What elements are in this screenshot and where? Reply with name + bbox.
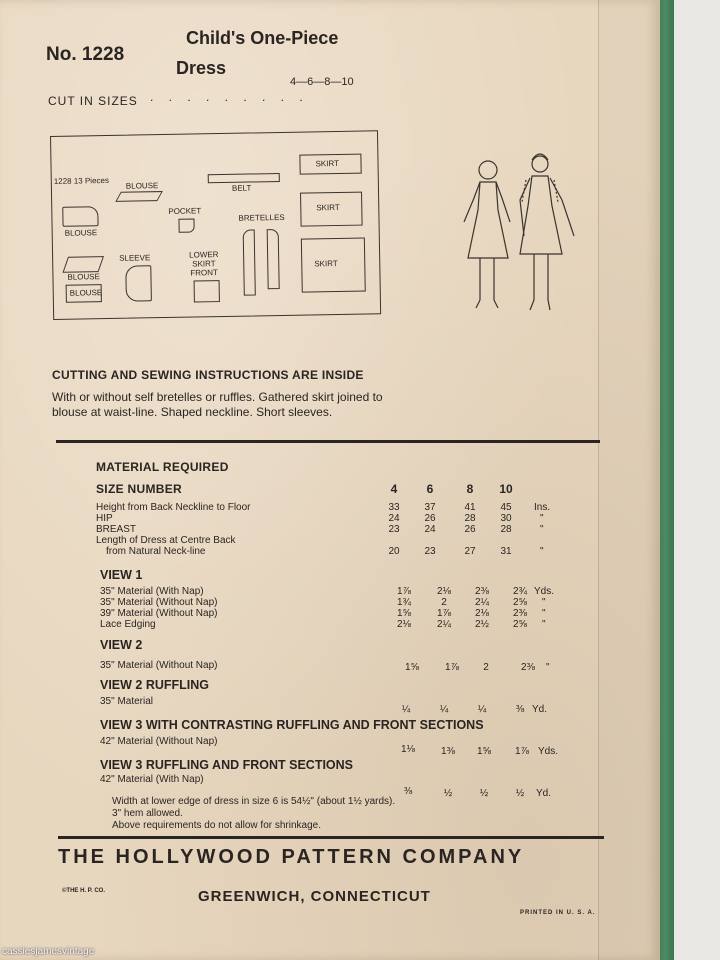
measure-value: 27 (464, 546, 476, 557)
piece-label-blouse-left: BLOUSE (64, 228, 98, 238)
piece-label-bretelles: BRETELLES (238, 212, 285, 223)
yardage: ¼ (477, 704, 487, 715)
lower-skirt-front-piece (194, 280, 220, 302)
size-col-8: 8 (466, 482, 474, 496)
cut-in-sizes-label: CUT IN SIZES (48, 94, 138, 108)
yardage: 2⅝ (513, 619, 527, 630)
bretelle-piece-2 (267, 229, 280, 289)
printed-in: PRINTED IN U. S. A. (520, 910, 596, 916)
measure-value: 28 (500, 524, 512, 535)
yardage: ¼ (401, 704, 411, 715)
measure-unit: " (540, 546, 544, 557)
piece-label-pocket: POCKET (168, 206, 202, 216)
yardage: 2⅛ (397, 619, 411, 630)
view3-heading: VIEW 3 WITH CONTRASTING RUFFLING AND FRONT SECTIONS (100, 718, 484, 732)
yardage: ¼ (439, 704, 449, 715)
available-sizes: 4—6—8—10 (290, 76, 354, 88)
view1-heading: VIEW 1 (100, 568, 143, 582)
size-col-6: 6 (426, 482, 434, 496)
divider-top (56, 440, 600, 443)
dress-description: With or without self bretelles or ruffles. Gathered skirt joined to blouse at waist-line. Shaped neckline. Short sleeves. (52, 390, 383, 419)
yardage: 1¾ (397, 597, 411, 608)
envelope-side-flap (598, 0, 659, 960)
blouse-top-piece (115, 191, 163, 202)
figure2-head (532, 156, 548, 172)
yardage: ⅜ (515, 704, 525, 715)
yardage-unit: " (542, 608, 546, 619)
yardage-unit: Yd. (536, 788, 552, 799)
yardage: 1⅜ (441, 746, 455, 757)
measure-value: 37 (424, 502, 436, 513)
dress-illustration (450, 150, 590, 320)
size-number-label: SIZE NUMBER (96, 482, 182, 496)
measure-value: 20 (388, 546, 400, 557)
view1-row-label: 35" Material (With Nap) (100, 586, 204, 597)
yardage: 2⅛ (475, 608, 489, 619)
measure-value: 26 (424, 513, 436, 524)
measure-value: 24 (388, 513, 400, 524)
figure1-head (479, 161, 497, 179)
pattern-pieces-diagram (50, 130, 381, 320)
material-heading: MATERIAL REQUIRED (96, 460, 229, 474)
yardage: 2⅜ (475, 586, 489, 597)
yardage-unit: " (542, 597, 546, 608)
yardage: 1⅞ (515, 746, 529, 757)
size-col-10: 10 (499, 482, 513, 496)
yardage-unit: Yds. (538, 746, 559, 757)
yardage: 1⅞ (445, 662, 459, 673)
yardage-unit: Yd. (532, 704, 548, 715)
measure-value: 23 (388, 524, 400, 535)
yardage: 1⅛ (401, 744, 415, 755)
yardage: ⅜ (403, 786, 413, 797)
piece-label-sleeve: SLEEVE (119, 253, 151, 263)
blouse-mid-piece (62, 256, 104, 273)
yardage: ½ (515, 788, 525, 799)
yardage: 2 (441, 597, 447, 608)
instructions-heading: CUTTING AND SEWING INSTRUCTIONS ARE INSIDE (52, 368, 364, 382)
yardage: 2¼ (437, 619, 451, 630)
measure-value: 24 (424, 524, 436, 535)
piece-label-blouse-mid: BLOUSE (67, 272, 101, 282)
skirt-piece-3: SKIRT (301, 238, 366, 293)
yardage: 2½ (475, 619, 489, 630)
figure1-legs (476, 258, 498, 308)
measure-value: 45 (500, 502, 512, 513)
measure-value: 23 (424, 546, 436, 557)
view2-ruffling-heading: VIEW 2 RUFFLING (100, 678, 210, 692)
yardage: 2¾ (513, 586, 527, 597)
yardage: ½ (479, 788, 489, 799)
bretelle-piece-1 (243, 229, 256, 295)
yardage: 2⅜ (521, 662, 535, 673)
figure1-arms (464, 182, 510, 222)
yardage: 1⅝ (477, 746, 491, 757)
yardage: 2⅛ (437, 586, 451, 597)
yardage: 1⅞ (437, 608, 451, 619)
measure-label: Length of Dress at Centre Back (96, 535, 236, 546)
belt-piece (208, 173, 280, 183)
measure-label: Height from Back Neckline to Floor (96, 502, 251, 513)
measure-label: HIP (96, 513, 113, 524)
view1-row-label: 35" Material (Without Nap) (100, 597, 218, 608)
yardage: 1⅝ (405, 662, 419, 673)
pattern-number: No. 1228 (46, 44, 125, 65)
measure-value: 31 (500, 546, 512, 557)
company-name: THE HOLLYWOOD PATTERN COMPANY (58, 846, 525, 868)
copyright: ©THE H. P. CO. (62, 888, 105, 894)
company-city: GREENWICH, CONNECTICUT (198, 888, 431, 905)
yardage-unit: " (542, 619, 546, 630)
measure-unit: " (540, 524, 544, 535)
yardage: 2 (483, 662, 489, 673)
note-shrinkage: Above requirements do not allow for shrinkage. (112, 820, 322, 831)
view3-row-label: 42" Material (Without Nap) (100, 736, 218, 747)
piece-label-blouse-top: BLOUSE (125, 181, 159, 191)
view2-row-label: 35" Material (Without Nap) (100, 660, 218, 671)
yardage: ½ (443, 788, 453, 799)
yardage-unit: Yds. (534, 586, 555, 597)
measure-label: from Natural Neck-line (106, 546, 206, 557)
yardage: 1⅝ (397, 608, 411, 619)
measure-value: 28 (464, 513, 476, 524)
measure-value: 30 (500, 513, 512, 524)
measure-value: 26 (464, 524, 476, 535)
measure-value: 41 (464, 502, 476, 513)
piece-label-belt: BELT (231, 183, 252, 193)
yardage: 2⅝ (513, 597, 527, 608)
note-hem: 3" hem allowed. (112, 808, 183, 819)
pocket-piece (178, 218, 194, 232)
yardage: 2¼ (475, 597, 489, 608)
blouse-boxed-piece: BLOUSE (66, 284, 102, 303)
measure-label: BREAST (96, 524, 137, 535)
note-width: Width at lower edge of dress in size 6 is 54½" (about 1½ yards). (112, 796, 396, 807)
measure-unit: Ins. (534, 502, 551, 513)
divider-bottom (58, 836, 604, 839)
pattern-title-line2: Dress (176, 58, 227, 78)
yardage: 1⅞ (397, 586, 411, 597)
figure2-legs (530, 254, 550, 310)
view2-ruffling-row-label: 35" Material (100, 696, 154, 707)
pieces-heading: 1228 13 Pieces (53, 175, 110, 186)
measure-value: 33 (388, 502, 400, 513)
leader-dots: . . . . . . . . . (150, 90, 309, 104)
sleeve-piece (125, 265, 152, 301)
view1-row-label: 39" Material (Without Nap) (100, 608, 218, 619)
view3-ruffling-row-label: 42" Material (With Nap) (100, 774, 204, 785)
yardage-unit: " (546, 662, 550, 673)
skirt-piece-2: SKIRT (300, 192, 363, 227)
view2-heading: VIEW 2 (100, 638, 143, 652)
piece-label-lower-skirt-front: LOWER SKIRT FRONT (189, 250, 219, 278)
skirt-piece-1: SKIRT (299, 154, 361, 175)
seller-watermark: cassiesjamesvintage (2, 946, 95, 957)
pattern-title-line1: Child's One-Piece (186, 28, 339, 48)
view1-row-label: Lace Edging (100, 619, 156, 630)
figure1-dress (468, 182, 508, 258)
view3-ruffling-heading: VIEW 3 RUFFLING AND FRONT SECTIONS (100, 758, 354, 772)
size-col-4: 4 (390, 482, 398, 496)
blouse-left-piece (62, 206, 98, 227)
measure-unit: " (540, 513, 544, 524)
yardage: 2⅜ (513, 608, 527, 619)
